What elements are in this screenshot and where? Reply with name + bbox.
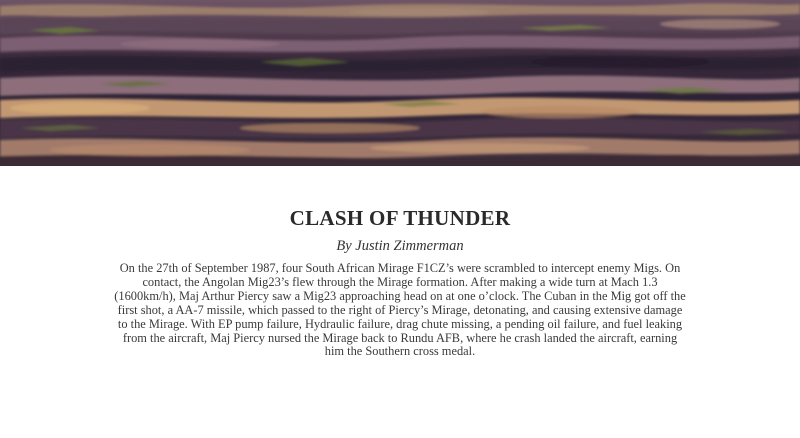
article-body: On the 27th of September 1987, four South African Mirage F1CZ’s were scrambled to intercept enemy Migs. On contact, the Angolan Mig23’s flew through the Mirage formation. After making a wide turn at Mach 1.3 (1600km/h), Maj Arthur Piercy saw a Mig23 approaching head on at one o’clock. The Cuban in the Mig got off the first shot, a AA-7 missile, which passed to the right of Piercy’s Mirage, detonating, and causing extensive damage to the Mirage. With EP pump failure, Hydraulic failure, drag chute missing, a pending oil failure, and fuel leaking from the aircraft, Maj Piercy nursed the Mirage back to Rundu AFB, where he crash landed the aircraft, earning him the Southern cross medal. bbox=[114, 261, 686, 359]
painting-artwork bbox=[0, 0, 800, 166]
article-title: CLASH OF THUNDER bbox=[289, 206, 511, 230]
article-byline: By Justin Zimmerman bbox=[336, 238, 464, 254]
landscape-painting bbox=[0, 0, 800, 166]
article-caption bbox=[0, 166, 800, 438]
